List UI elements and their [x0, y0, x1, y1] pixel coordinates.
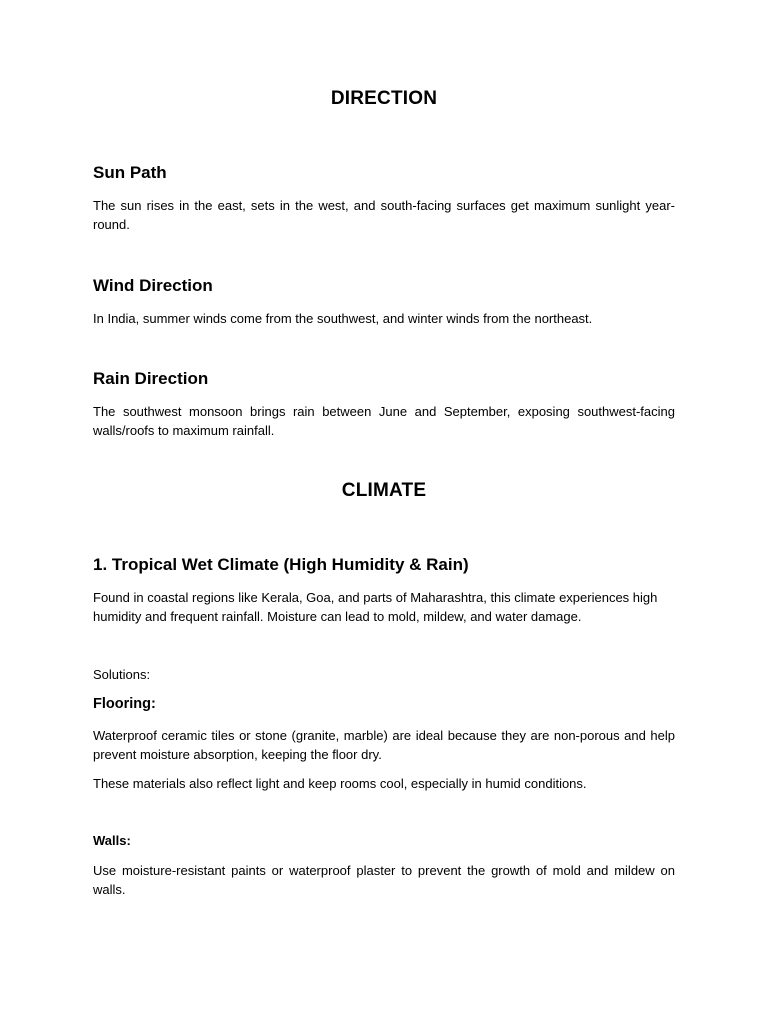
sun-path-text: The sun rises in the east, sets in the west, and south-facing surfaces get maximum sunlight year-round.: [93, 198, 675, 232]
wind-direction-heading: Wind Direction: [93, 276, 213, 295]
solutions-label: Solutions:: [93, 667, 151, 682]
sun-path-heading: Sun Path: [93, 163, 167, 182]
wind-direction-text: In India, summer winds come from the southwest, and winter winds from the northeast.: [93, 311, 593, 326]
tropical-wet-heading: 1. Tropical Wet Climate (High Humidity & Rain): [93, 555, 469, 574]
climate-title: CLIMATE: [341, 480, 427, 501]
flooring-text-1: Waterproof ceramic tiles or stone (granite, marble) are ideal because they are non-porous and help prevent moisture absorption, keeping the floor dry.: [93, 728, 675, 762]
flooring-text-2: These materials also reflect light and keep rooms cool, especially in humid conditions.: [93, 776, 587, 791]
direction-title: DIRECTION: [330, 88, 438, 109]
walls-text: Use moisture-resistant paints or waterproof plaster to prevent the growth of mold and mildew on walls.: [93, 863, 675, 897]
walls-heading: Walls:: [93, 833, 131, 848]
rain-direction-heading: Rain Direction: [93, 369, 209, 388]
rain-direction-text: The southwest monsoon brings rain between June and September, exposing southwest-facing walls/roofs to maximum rainfall.: [93, 404, 675, 438]
flooring-heading: Flooring:: [93, 696, 156, 712]
tropical-wet-text: Found in coastal regions like Kerala, Goa, and parts of Maharashtra, this climate experiences high humidity and frequent rainfall. Moisture can lead to mold, mildew, and water damage.: [93, 590, 658, 624]
